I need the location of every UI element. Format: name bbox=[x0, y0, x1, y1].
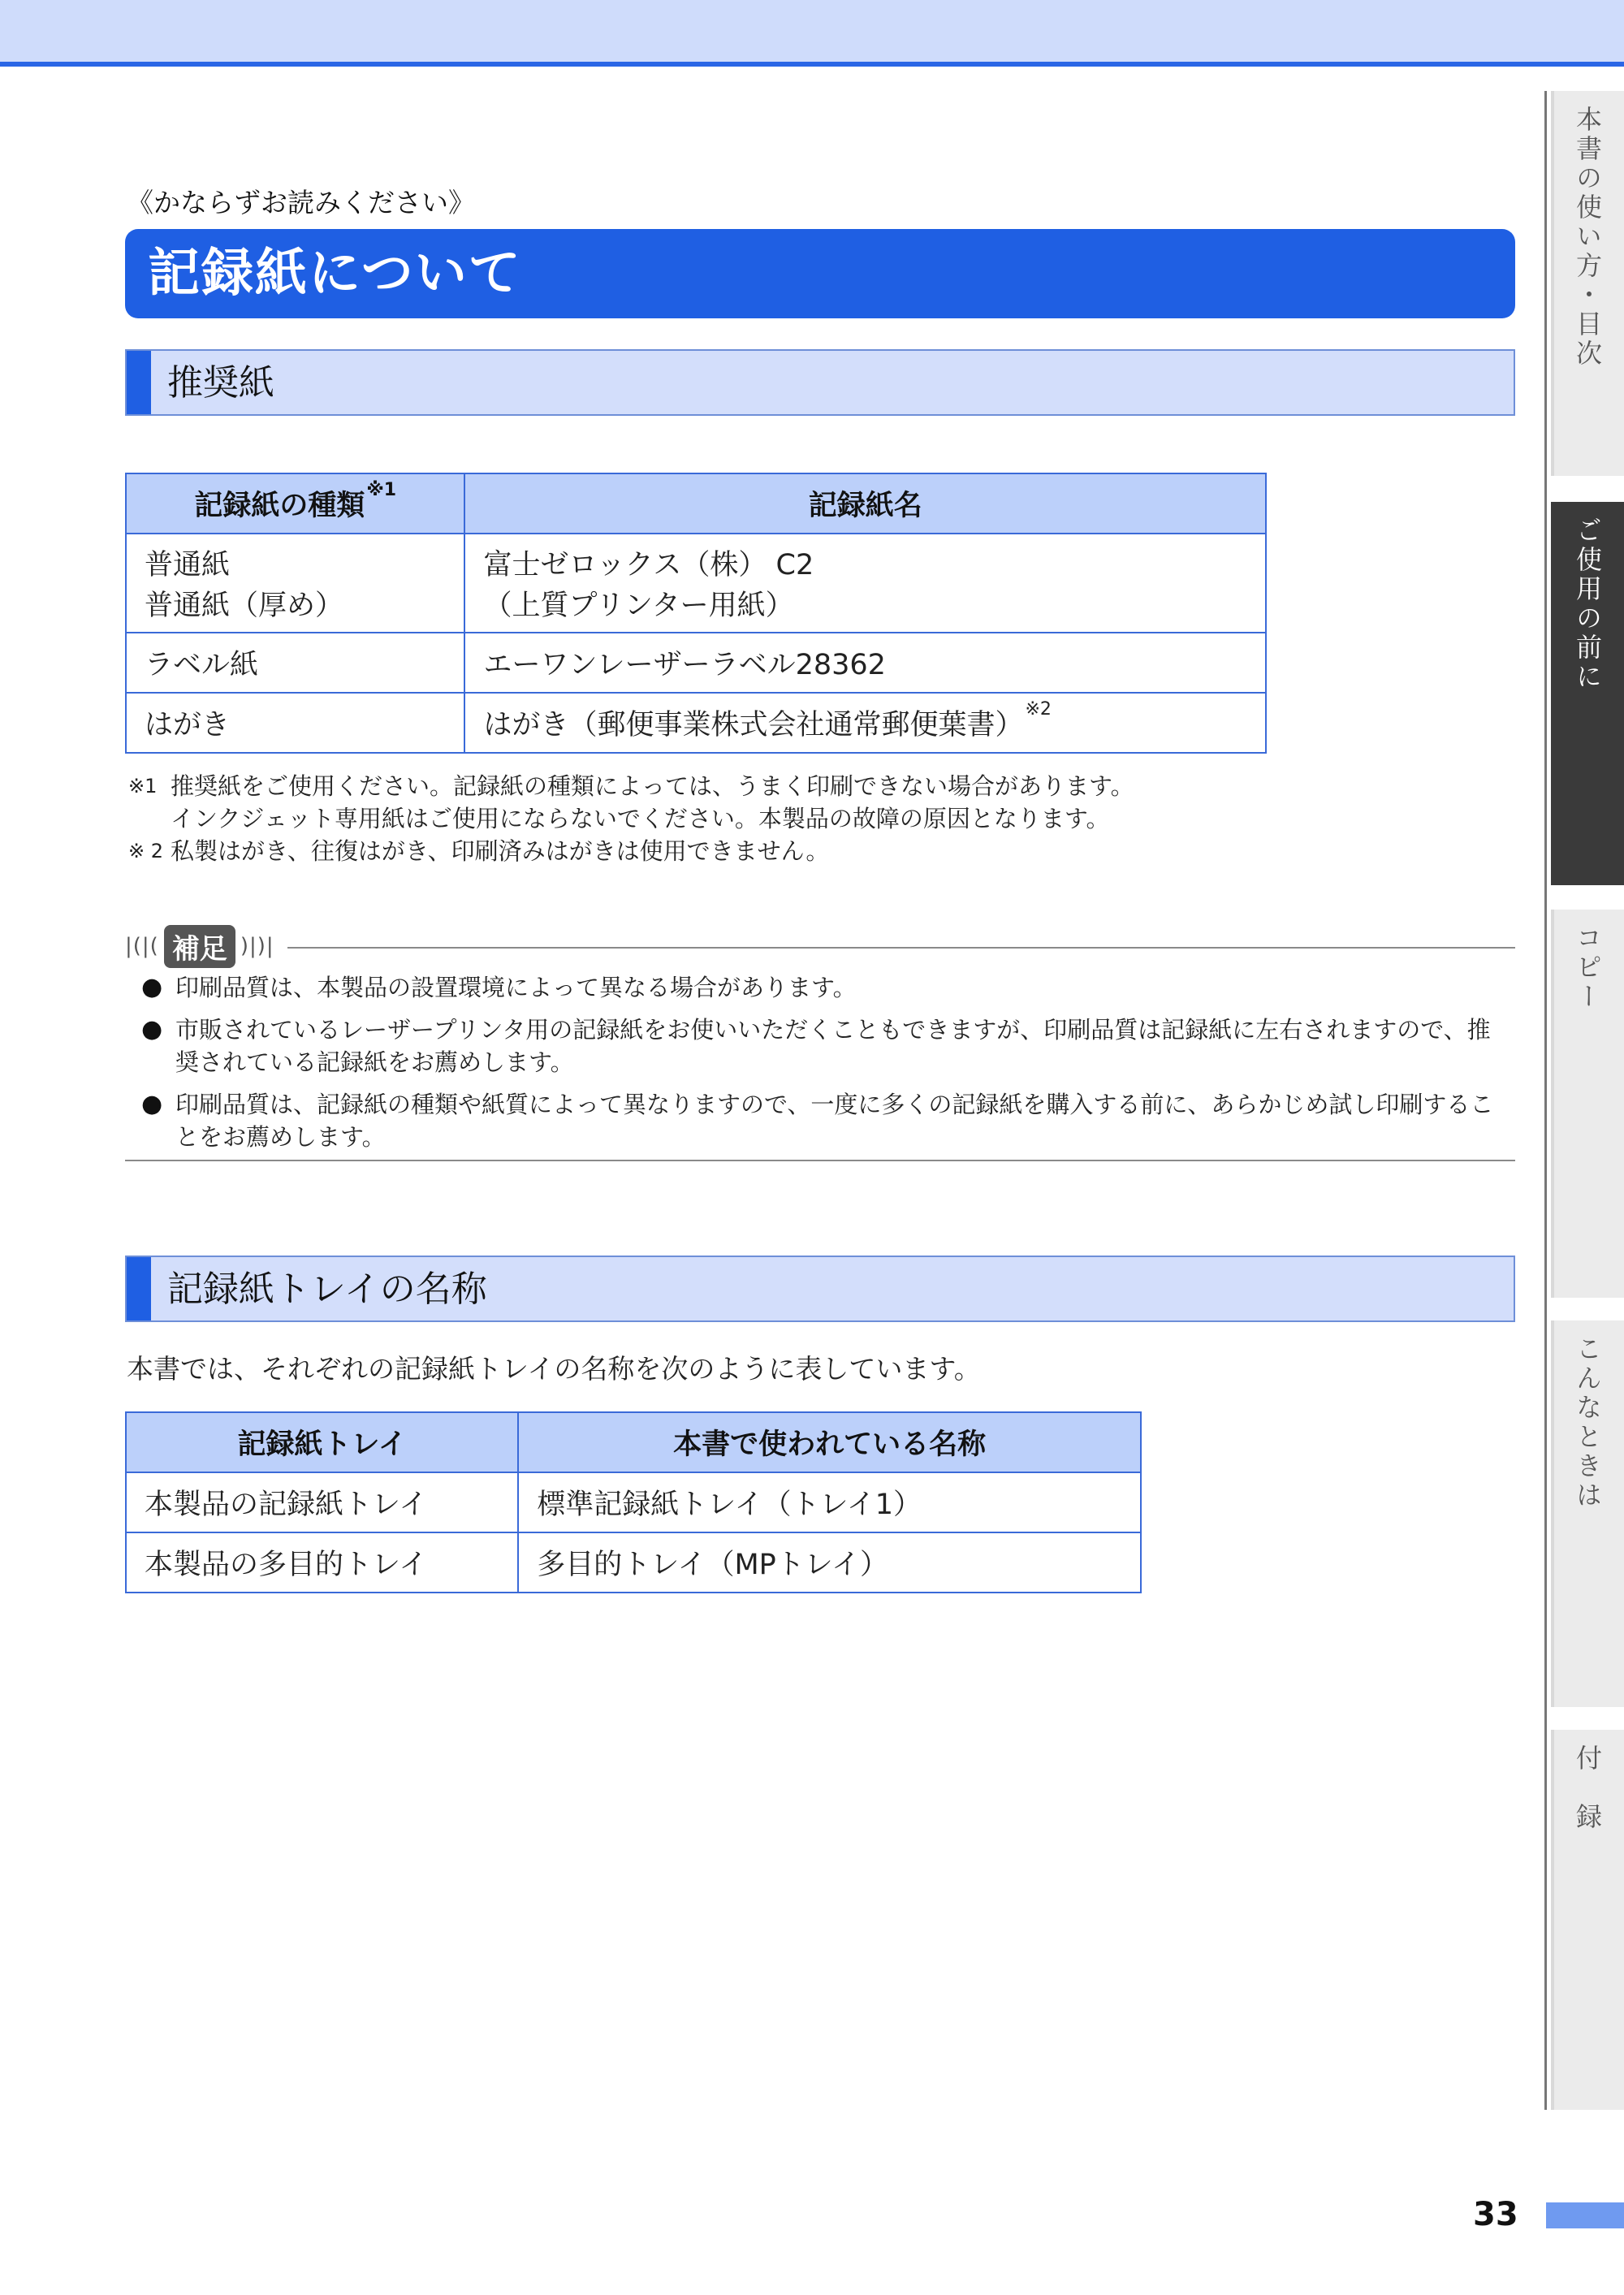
footnotes bbox=[128, 770, 1134, 867]
header-band bbox=[0, 0, 1624, 62]
table-row bbox=[126, 1472, 1141, 1532]
sidebar-tab-label: 本書の使い方・目次 bbox=[1572, 106, 1603, 369]
table-header-cell: 記録紙トレイ bbox=[126, 1412, 518, 1472]
table-row bbox=[126, 693, 1266, 753]
footnote: ※1 推奨紙をご使用ください。記録紙の種類によっては、うまく印刷できない場合があります。 インクジェット専用紙はご使用にならないでください。本製品の故障の原因となります。 bbox=[128, 770, 1134, 835]
intro-note: 《かならずお読みください》 bbox=[127, 187, 475, 218]
tray-description: 本書では、それぞれの記録紙トレイの名称を次のように表しています。 bbox=[127, 1353, 981, 1385]
footnote-mark: ※1 bbox=[128, 775, 158, 797]
bullet-icon: ● bbox=[141, 973, 163, 1001]
sidebar-rule bbox=[1544, 91, 1547, 2110]
table-cell: 本製品の記録紙トレイ bbox=[126, 1472, 518, 1532]
recommended-paper-table bbox=[125, 473, 1267, 754]
sidebar-tab-label: こんなときは bbox=[1572, 1335, 1603, 1511]
sidebar-tab-copy[interactable] bbox=[1551, 910, 1624, 1298]
footnote-ref: ※1 bbox=[366, 480, 397, 500]
tray-name-table bbox=[125, 1411, 1142, 1593]
table-cell: 多目的トレイ（MPトレイ） bbox=[518, 1532, 1141, 1593]
sidebar-tab-label: ご使用の前に bbox=[1572, 516, 1603, 692]
footnote: ※ 2 私製はがき、往復はがき、印刷済みはがきは使用できません。 bbox=[128, 835, 1134, 867]
section-heading-recommended-paper bbox=[125, 349, 1515, 416]
sidebar-tab-troubleshooting[interactable] bbox=[1551, 1320, 1624, 1707]
table-cell: ラベル紙 bbox=[126, 633, 464, 693]
supplement-divider-bottom bbox=[125, 1160, 1515, 1161]
table-row bbox=[126, 633, 1266, 693]
table-header-cell: 記録紙の種類$^{※1}$ bbox=[126, 473, 464, 534]
table-cell: エーワンレーザーラベル28362 bbox=[464, 633, 1266, 693]
table-row bbox=[126, 534, 1266, 633]
supplement-divider-top bbox=[287, 947, 1515, 949]
supplement-label: 補足 bbox=[164, 925, 235, 968]
section-heading-accent bbox=[127, 1257, 151, 1320]
header-rule bbox=[0, 62, 1624, 67]
table-header-cell: 記録紙名 bbox=[464, 473, 1266, 534]
table-cell: 標準記録紙トレイ（トレイ1） bbox=[518, 1472, 1141, 1532]
table-cell: 普通紙 普通紙（厚め） bbox=[126, 534, 464, 633]
table-header-cell: 本書で使われている名称 bbox=[518, 1412, 1141, 1472]
section-heading-accent bbox=[127, 351, 151, 414]
sidebar-tab-label: 付 録 bbox=[1572, 1744, 1603, 1832]
bullet-icon: ● bbox=[141, 1015, 163, 1044]
table-cell: はがき bbox=[126, 693, 464, 753]
table-header-row bbox=[126, 1412, 1141, 1472]
bullet-icon: ● bbox=[141, 1090, 163, 1118]
sidebar-tab-label: コピー bbox=[1572, 924, 1603, 1012]
supplement-badge bbox=[125, 926, 274, 966]
table-cell: 本製品の多目的トレイ bbox=[126, 1532, 518, 1593]
footnote-mark: ※ 2 bbox=[128, 840, 164, 862]
sidebar-tab-before-use[interactable] bbox=[1551, 502, 1624, 885]
list-item: ● 印刷品質は、記録紙の種類や紙質によって異なりますので、一度に多くの記録紙を購入する前に、あらかじめ試し印刷することをお薦めします。 bbox=[141, 1088, 1514, 1153]
footnote-ref: ※2 bbox=[1025, 699, 1052, 720]
page-number: 33 bbox=[1473, 2196, 1518, 2233]
sidebar-tab-contents[interactable] bbox=[1551, 91, 1624, 476]
page-number-bar bbox=[1546, 2202, 1624, 2228]
chapter-title: 記録紙について bbox=[125, 229, 1515, 318]
supplement-list bbox=[141, 971, 1514, 1163]
section-heading-text: 記録紙トレイの名称 bbox=[167, 1269, 487, 1310]
table-cell: 富士ゼロックス（株） C2 （上質プリンター用紙） bbox=[464, 534, 1266, 633]
table-row bbox=[126, 1532, 1141, 1593]
sidebar-tab-appendix[interactable] bbox=[1551, 1730, 1624, 2110]
list-item: ● 市販されているレーザープリンタ用の記録紙をお使いいただくこともできますが、印刷品質は記録紙に左右されますので、推奨されている記録紙をお薦めします。 bbox=[141, 1014, 1514, 1078]
table-header-row bbox=[126, 473, 1266, 534]
table-cell: はがき（郵便事業株式会社通常郵便葉書）$^{※2}$ bbox=[464, 693, 1266, 753]
section-heading-tray-names bbox=[125, 1256, 1515, 1322]
section-heading-text: 推奨紙 bbox=[167, 362, 274, 404]
supplement-ticks-left: |(|( bbox=[125, 934, 159, 958]
supplement-ticks-right: )|)| bbox=[240, 934, 274, 958]
list-item: ● 印刷品質は、本製品の設置環境によって異なる場合があります。 bbox=[141, 971, 1514, 1004]
